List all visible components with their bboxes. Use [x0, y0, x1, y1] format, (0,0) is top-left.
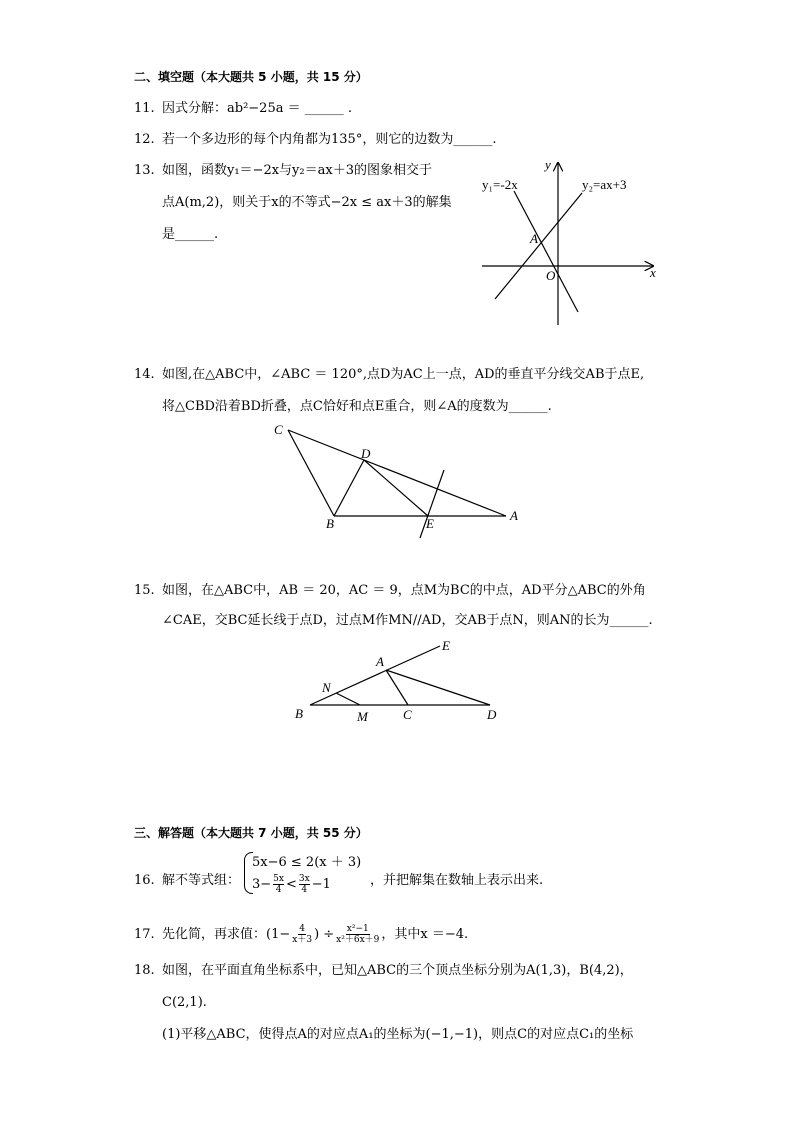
- ineq2-part: −1: [311, 876, 331, 892]
- question-number: 11.: [134, 101, 155, 116]
- question-suffix: ，其中x ＝−4.: [381, 926, 469, 942]
- fraction: [292, 924, 312, 945]
- section-3-title: 三、解答题（本大题共 7 小题，共 55 分）: [134, 826, 368, 840]
- fraction: [299, 874, 310, 895]
- numerator: x²−1: [346, 924, 369, 934]
- label-A: A: [510, 508, 518, 523]
- label-y: y: [545, 157, 551, 172]
- denominator: 4: [301, 885, 308, 895]
- question-number: 16.: [134, 873, 155, 888]
- label-A: A: [530, 231, 538, 246]
- question-16: [134, 872, 240, 890]
- label-C: C: [274, 422, 283, 437]
- question-text: 若一个多边形的每个内角都为135°，则它的边数为______.: [162, 132, 497, 147]
- question-11: [134, 100, 352, 118]
- label-B: B: [295, 706, 303, 721]
- question-number: 17.: [134, 926, 155, 942]
- label-y1: y₁=-2x: [482, 177, 518, 192]
- label-O: O: [546, 268, 556, 283]
- question-12: [134, 131, 496, 149]
- question-13-line1: [134, 162, 432, 180]
- question-number: 14.: [134, 367, 155, 382]
- denominator: x＋3: [292, 935, 313, 945]
- question-17: [134, 924, 468, 945]
- question-number: 15.: [134, 583, 155, 598]
- label-E: E: [442, 638, 450, 653]
- label-D: D: [361, 446, 371, 461]
- section-2-title: 二、填空题（本大题共 5 小题，共 15 分）: [134, 70, 368, 84]
- question-15-line1: [134, 582, 646, 600]
- figure-13-graph: [478, 155, 678, 330]
- question-18-line3: (1)平移△ABC，使得点A的对应点A₁的坐标为(−1,−1)，则点C的对应点C₁的坐标: [162, 1027, 634, 1042]
- question-number: 13.: [134, 163, 155, 178]
- numerator: 3x: [298, 874, 310, 884]
- line-y2: [495, 193, 582, 299]
- fraction: [336, 924, 379, 945]
- inequality-2: [252, 874, 331, 895]
- question-15-line2: ∠CAE，交BC延长线于点D，过点M作MN//AD，交AB于点N，则AN的长为______.: [162, 613, 653, 628]
- numerator: 5x: [273, 874, 284, 884]
- label-y2: y₂=ax+3: [582, 177, 627, 192]
- question-text: 因式分解：ab²−25a ＝ ______ .: [162, 101, 352, 116]
- question-text: 如图，在平面直角坐标系中，已知△ABC的三个顶点坐标分别为A(1,3)，B(4,2)，: [162, 963, 633, 978]
- label-N: N: [322, 680, 331, 695]
- question-prefix: 先化简，再求值：(1−: [162, 926, 291, 942]
- label-A: A: [376, 654, 384, 669]
- question-number: 12.: [134, 132, 155, 147]
- label-D: D: [487, 707, 497, 722]
- numerator: 4: [299, 924, 306, 934]
- ineq2-part: 3−: [252, 876, 272, 892]
- question-14-line1: [134, 366, 644, 384]
- question-text: 如图,在△ABC中，∠ABC ＝ 120°,点D为AC上一点，AD的垂直平分线交AB于点E,: [162, 367, 645, 382]
- question-prefix: 解不等式组：: [162, 873, 241, 888]
- denominator: x²＋6x＋9: [336, 935, 380, 945]
- question-text: 如图，在△ABC中，AB ＝ 20，AC ＝ 9，点M为BC的中点，AD平分△ABC的外角: [162, 583, 646, 598]
- label-E: E: [426, 516, 434, 531]
- figure-15-triangle: [290, 636, 515, 726]
- question-18-line2: C(2,1).: [162, 995, 207, 1010]
- question-14-line2: 将△CBD沿着BD折叠，点C恰好和点E重合，则∠A的度数为______.: [162, 399, 552, 414]
- question-16-suffix: ，并把解集在数轴上表示出来.: [370, 873, 544, 888]
- divide: ) ÷: [314, 926, 335, 942]
- inequality-1: 5x−6 ≤ 2(x ＋ 3): [252, 855, 362, 870]
- question-number: 18.: [134, 963, 155, 978]
- label-B: B: [326, 516, 334, 531]
- denominator: 4: [275, 885, 282, 895]
- question-13-line2: 点A(m,2)，则关于x的不等式−2x ≤ ax＋3的解集: [162, 195, 452, 210]
- question-18-line1: [134, 962, 633, 980]
- question-text: 如图，函数y₁＝−2x与y₂＝ax＋3的图象相交于: [162, 163, 432, 178]
- label-x: x: [650, 265, 656, 280]
- question-13-line3: 是______.: [162, 227, 219, 242]
- fraction: [273, 874, 284, 895]
- figure-14-triangle: [268, 418, 538, 543]
- label-M: M: [357, 709, 368, 724]
- label-C: C: [403, 707, 412, 722]
- less-than: <: [285, 876, 297, 892]
